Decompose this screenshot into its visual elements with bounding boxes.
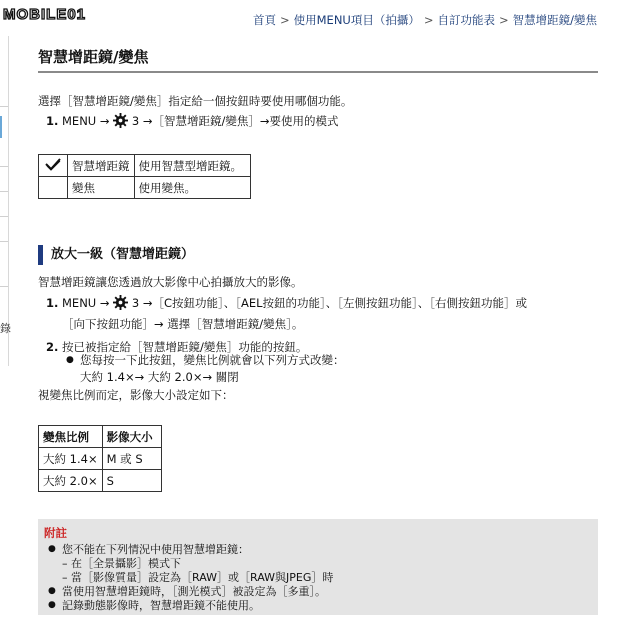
note-item: 您不能在下列情況中使用智慧增距鏡： [62,543,249,556]
mode-desc: 使用變焦。 [134,177,250,199]
mode-icon-cell [39,155,68,177]
note-title: 附註 [44,526,67,540]
side-nav-active-item[interactable] [0,116,10,138]
arrow-icon: → [99,296,110,310]
bullet-icon: ● [48,544,56,554]
menu-label: MENU [62,296,97,310]
mode-icon-cell [39,177,68,199]
breadcrumb-current[interactable]: 智慧增距鏡/變焦 [512,13,597,27]
note-subitem: – 當［影像質量］設定為［RAW］或［RAW與JPEG］時 [62,571,334,584]
table-row [39,155,251,177]
arrow-icon: → [99,114,110,128]
size-table [38,425,162,492]
mode-name: 智慧增距鏡 [68,155,135,177]
note-box [38,519,598,615]
menu-label: MENU [62,114,97,128]
gear-index: 3 [131,114,140,128]
site-logo[interactable] [2,2,127,26]
step-number: 2. [46,340,59,354]
note-item: 記錄動態影像時，智慧增距鏡不能使用。 [62,599,260,612]
section-step-1-line1: →［C按鈕功能］、［AEL按鈕的功能］、［左側按鈕功能］、［右側按鈕功能］或 [142,296,528,310]
table-cell: 大約 1.4× [39,448,103,470]
note-subitem: – 在［全景攝影］模式下 [62,557,181,570]
step-number: 1. [46,114,59,128]
section-outro: 視變焦比例而定，影像大小設定如下： [38,388,234,402]
breadcrumb-home[interactable]: 首頁 [252,13,276,27]
table-row [39,470,162,492]
side-nav-strip [0,36,9,366]
step-number: 1. [46,296,59,310]
page-title: 智慧增距鏡/變焦 [38,48,149,66]
section-step-1 [46,295,527,311]
section-heading: 放大一級（智慧增距鏡） [38,245,194,265]
gear-index: 3 [131,296,140,310]
table-cell: M 或 S [102,448,161,470]
step-1 [46,113,338,129]
section-intro: 智慧增距鏡讓您透過放大影像中心拍攝放大的影像。 [38,275,303,289]
section-step-1-line2: ［向下按鈕功能］→ 選擇［智慧增距鏡/變焦］。 [62,317,304,331]
table-row [39,448,162,470]
table-header-row [39,426,162,448]
bullet-icon: ● [66,355,74,365]
table-cell: 大約 2.0× [39,470,103,492]
gear-icon [113,295,128,310]
mode-name: 變焦 [68,177,135,199]
section-step-2-text: 按已被指定給［智慧增距鏡/變焦］功能的按鈕。 [62,340,308,354]
breadcrumb-menu-shooting[interactable]: 使用MENU項目（拍攝） [293,13,420,27]
mode-table [38,154,251,199]
column-header: 變焦比例 [39,426,103,448]
section-step-2-bullet: 您每按一下此按鈕，變焦比例就會以下列方式改變： [80,353,345,367]
gear-icon [113,113,128,128]
svg-text:MOBILE01: MOBILE01 [3,6,87,23]
table-cell: S [102,470,161,492]
column-header: 影像大小 [102,426,161,448]
step-1-rest: →［智慧增距鏡/變焦］→要使用的模式 [142,114,339,128]
note-item: 當使用智慧增距鏡時，［測光模式］被設定為［多重］。 [62,585,326,598]
table-row [39,177,251,199]
breadcrumb-custom-menu[interactable]: 自訂功能表 [437,13,495,27]
zoom-sequence: 大約 1.4×→ 大約 2.0×→ 關閉 [80,370,239,384]
breadcrumb: 首頁 > 使用MENU項目（拍攝） > 自訂功能表 > 智慧增距鏡/變焦 [252,13,597,27]
side-nav-label[interactable]: 錄 [0,322,11,335]
bullet-icon: ● [48,586,56,596]
checkmark-icon [45,157,61,171]
mobile01-logo-icon [2,2,127,26]
intro-text: 選擇［智慧增距鏡/變焦］指定給一個按鈕時要使用哪個功能。 [38,94,353,108]
mode-desc: 使用智慧型增距鏡。 [134,155,250,177]
title-divider [38,71,598,73]
bullet-icon: ● [48,600,56,610]
